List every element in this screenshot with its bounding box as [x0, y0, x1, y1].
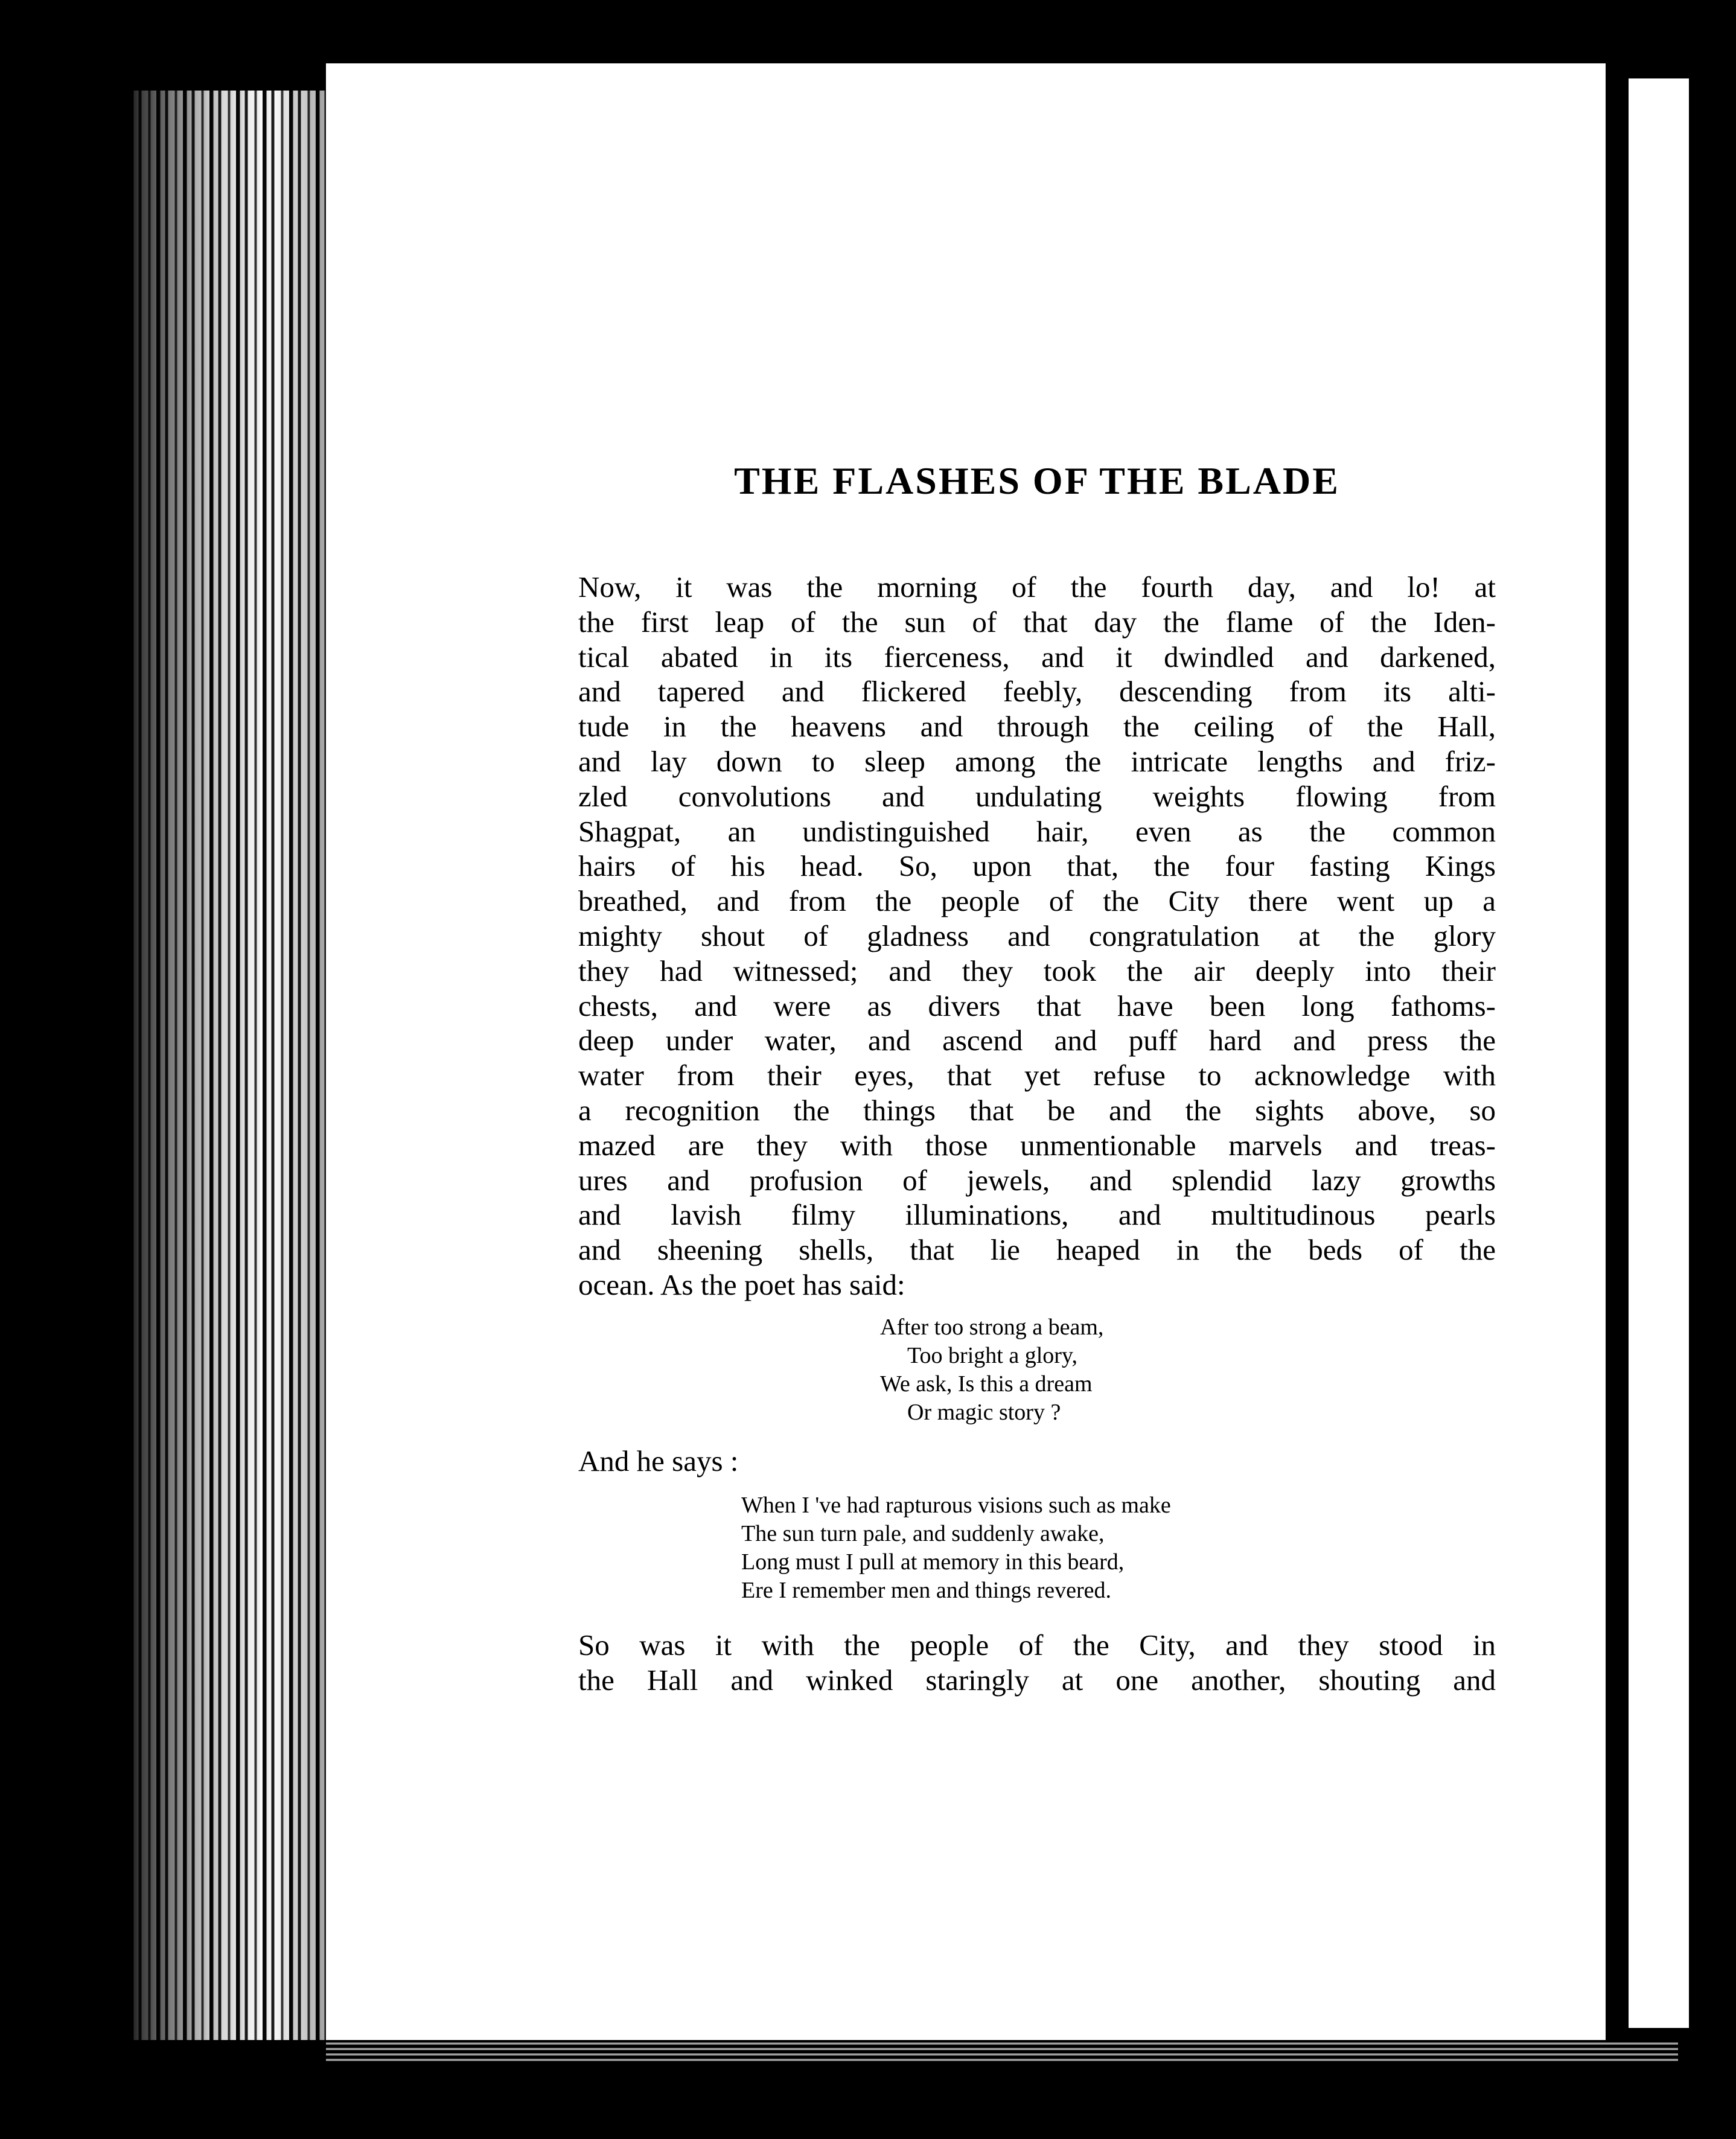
verse-line: After too strong a beam, — [880, 1314, 1104, 1340]
text-line: the first leap of the sun of that day the flame of the Iden- — [578, 605, 1496, 639]
verse-line: When I 've had rapturous visions such as make — [741, 1492, 1171, 1518]
text-line: deep under water, and ascend and puff hard and press the — [578, 1024, 1496, 1057]
text-line: hairs of his head. So, upon that, the four fasting Kings — [578, 849, 1496, 883]
page-content — [578, 459, 1496, 1697]
text-line: mazed are they with those unmentionable marvels and treas- — [578, 1128, 1496, 1162]
paragraph-2 — [578, 1628, 1496, 1698]
text-line: and lay down to sleep among the intricate lengths and friz- — [578, 744, 1496, 778]
verse-2 — [741, 1491, 1496, 1605]
book-page — [326, 63, 1606, 2040]
page-edges-shadow — [130, 91, 329, 2040]
verse-line: Or magic story ? — [907, 1399, 1061, 1425]
facing-page-edge — [1623, 78, 1689, 2028]
text-line: they had witnessed; and they took the air deeply into their — [578, 954, 1496, 987]
text-line: and lavish filmy illuminations, and multitudinous pearls — [578, 1198, 1496, 1232]
verse-intro: And he says : — [578, 1444, 739, 1478]
text-line: a recognition the things that be and the sights above, so — [578, 1093, 1496, 1127]
text-line: Now, it was the morning of the fourth day, and lo! at — [578, 570, 1496, 604]
text-line: zled convolutions and undulating weights flowing from — [578, 779, 1496, 813]
verse-line: We ask, Is this a dream — [880, 1371, 1093, 1397]
text-line: tical abated in its fierceness, and it dwindled and darkened, — [578, 640, 1496, 674]
page-bottom-edge — [326, 2040, 1678, 2064]
text-line: ures and profusion of jewels, and splendid lazy growths — [578, 1163, 1496, 1197]
verse-line: Ere I remember men and things revered. — [741, 1577, 1112, 1603]
verse-1 — [880, 1313, 1496, 1427]
text-line: tude in the heavens and through the ceiling of the Hall, — [578, 710, 1496, 744]
chapter-title: THE FLASHES OF THE BLADE — [734, 459, 1340, 502]
paragraph-1 — [578, 570, 1496, 1302]
text-line: and sheening shells, that lie heaped in the beds of the — [578, 1233, 1496, 1267]
text-line: and tapered and flickered feebly, descending from its alti- — [578, 675, 1496, 709]
text-line: mighty shout of gladness and congratulation at the glory — [578, 919, 1496, 952]
verse-line: The sun turn pale, and suddenly awake, — [741, 1520, 1105, 1546]
verse-line: Too bright a glory, — [907, 1342, 1077, 1368]
text-line: the Hall and winked staringly at one another, shouting and — [578, 1663, 1496, 1697]
text-line: breathed, and from the people of the City there went up a — [578, 884, 1496, 918]
text-line: So was it with the people of the City, and they stood in — [578, 1628, 1496, 1662]
text-line: ocean. As the poet has said: — [578, 1267, 905, 1301]
text-line: chests, and were as divers that have been long fathoms- — [578, 989, 1496, 1022]
text-line: Shagpat, an undistinguished hair, even as the common — [578, 814, 1496, 848]
verse-line: Long must I pull at memory in this beard, — [741, 1549, 1125, 1575]
text-line: water from their eyes, that yet refuse to acknowledge with — [578, 1059, 1496, 1092]
